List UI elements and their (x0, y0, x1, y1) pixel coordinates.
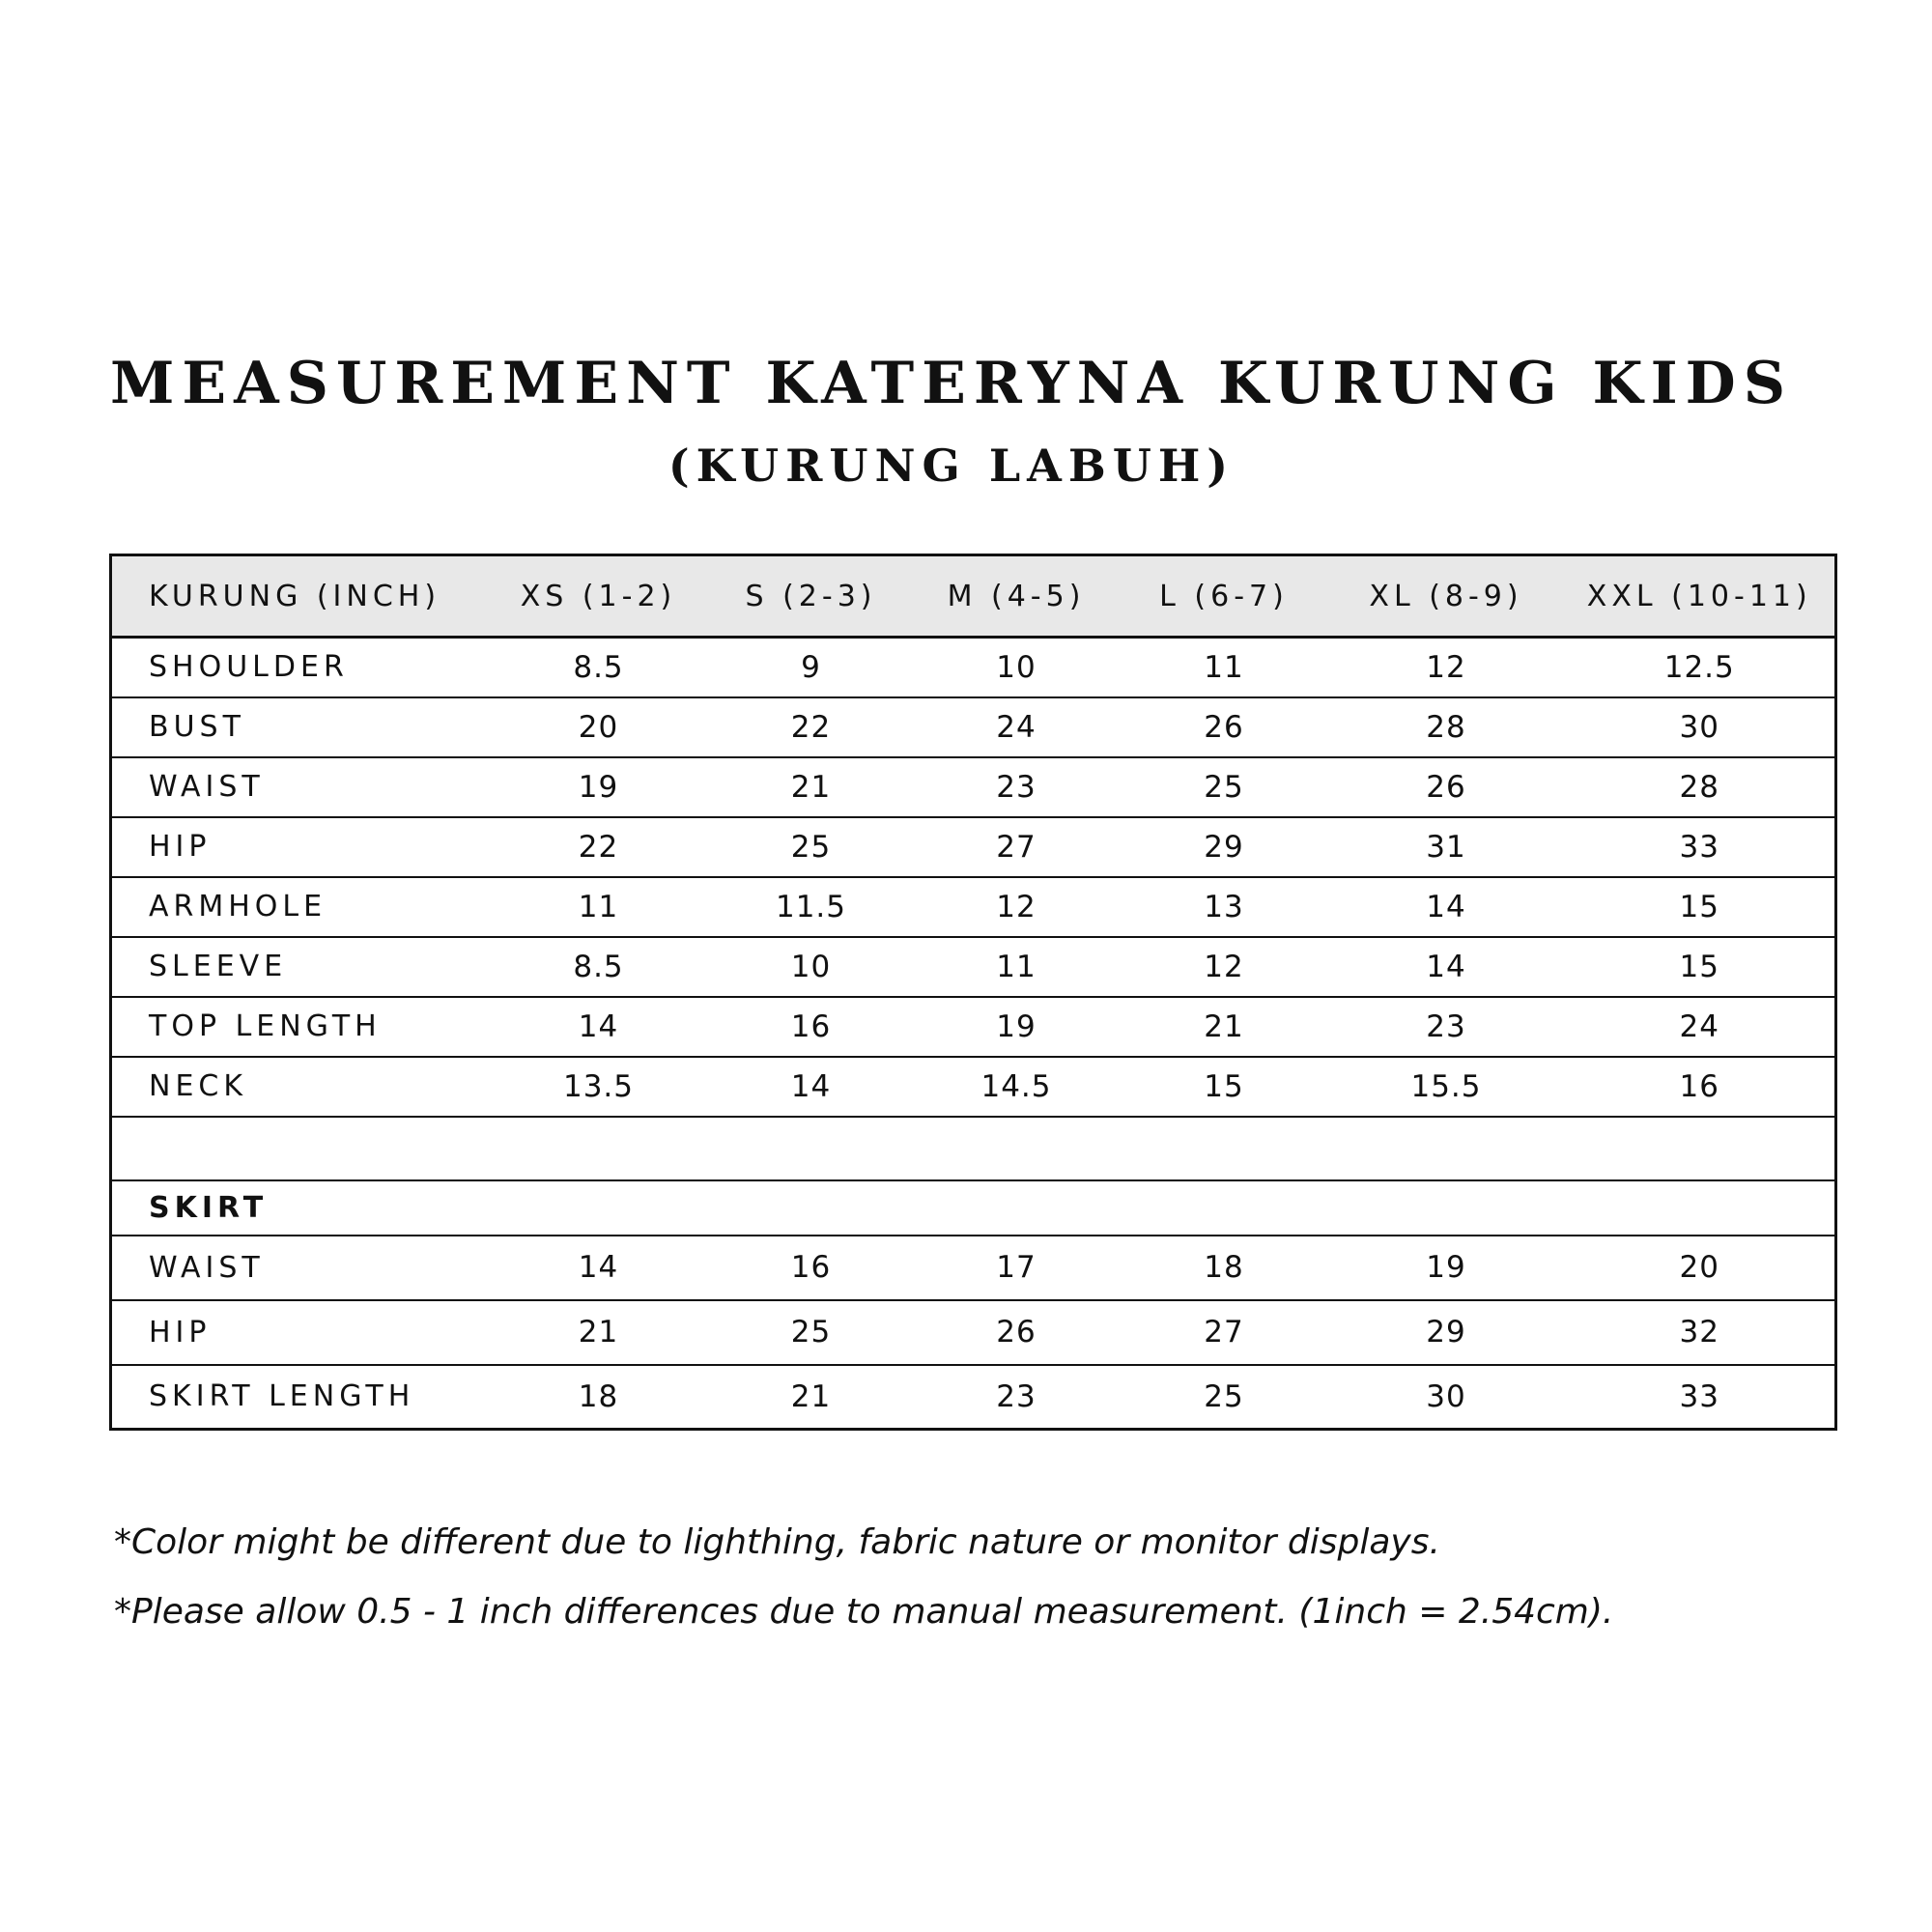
table-cell: 19 (913, 997, 1121, 1057)
table-cell: 18 (1121, 1236, 1328, 1300)
page-subtitle: (KURUNG LABUH) (668, 440, 1236, 492)
table-cell: 17 (913, 1236, 1121, 1300)
table-cell: 27 (913, 817, 1121, 877)
table-row (111, 697, 1836, 757)
table-cell: 25 (710, 1300, 913, 1365)
table-cell: 29 (1328, 1300, 1565, 1365)
row-label: WAIST (111, 757, 488, 817)
header-cell: M (4-5) (913, 555, 1121, 638)
table-cell: 15 (1565, 877, 1836, 937)
table-cell: 25 (1121, 1365, 1328, 1430)
table-cell: 20 (488, 697, 710, 757)
row-label: BUST (111, 697, 488, 757)
table-cell: 15.5 (1328, 1057, 1565, 1117)
table-row (111, 937, 1836, 997)
table-cell: 33 (1565, 1365, 1836, 1430)
table-cell: 15 (1121, 1057, 1328, 1117)
row-label: TOP LENGTH (111, 997, 488, 1057)
table-cell: 28 (1565, 757, 1836, 817)
row-label: NECK (111, 1057, 488, 1117)
note-measurement-disclaimer: *Please allow 0.5 - 1 inch differences due to manual measurement. (1inch = 2.54cm). (114, 1592, 1614, 1632)
size-chart-table (109, 554, 1837, 1431)
table-cell: 12.5 (1565, 638, 1836, 697)
table-cell: 22 (488, 817, 710, 877)
table-cell: 19 (488, 757, 710, 817)
table-cell: 22 (710, 697, 913, 757)
table-cell: 29 (1121, 817, 1328, 877)
table-cell: 14 (1328, 877, 1565, 937)
table-cell: 11 (488, 877, 710, 937)
table-row (111, 877, 1836, 937)
table-cell: 24 (1565, 997, 1836, 1057)
table-cell: 18 (488, 1365, 710, 1430)
header-cell: XXL (10-11) (1565, 555, 1836, 638)
table-row (111, 817, 1836, 877)
blank-cell (111, 1117, 1836, 1180)
table-cell: 27 (1121, 1300, 1328, 1365)
table-cell: 24 (913, 697, 1121, 757)
table-cell: 20 (1565, 1236, 1836, 1300)
row-label: SKIRT LENGTH (111, 1365, 488, 1430)
table-cell: 25 (710, 817, 913, 877)
table-cell: 10 (913, 638, 1121, 697)
header-cell: XL (8-9) (1328, 555, 1565, 638)
table-cell: 21 (710, 1365, 913, 1430)
header-cell: XS (1-2) (488, 555, 710, 638)
table-cell: 25 (1121, 757, 1328, 817)
row-label: ARMHOLE (111, 877, 488, 937)
page-title: MEASUREMENT KATERYNA KURUNG KIDS (109, 350, 1794, 417)
note-color-disclaimer: *Color might be different due to lighthing, fabric nature or monitor displays. (114, 1522, 1440, 1562)
table-cell: 26 (1328, 757, 1565, 817)
table-cell: 13.5 (488, 1057, 710, 1117)
table-cell: 11 (1121, 638, 1328, 697)
table-cell: 28 (1328, 697, 1565, 757)
header-cell: S (2-3) (710, 555, 913, 638)
table-row (111, 1057, 1836, 1117)
row-label: WAIST (111, 1236, 488, 1300)
table-cell: 23 (913, 757, 1121, 817)
table-cell: 31 (1328, 817, 1565, 877)
table-cell: 12 (1121, 937, 1328, 997)
table-cell: 16 (1565, 1057, 1836, 1117)
blank-row (111, 1117, 1836, 1180)
table-cell: 21 (710, 757, 913, 817)
table-cell: 32 (1565, 1300, 1836, 1365)
table-cell: 11 (913, 937, 1121, 997)
table-row (111, 1365, 1836, 1430)
table-cell: 23 (913, 1365, 1121, 1430)
table-cell: 23 (1328, 997, 1565, 1057)
table-cell: 30 (1565, 697, 1836, 757)
table-row (111, 638, 1836, 697)
table-cell: 11.5 (710, 877, 913, 937)
table-row (111, 1236, 1836, 1300)
table-cell: 26 (1121, 697, 1328, 757)
table-cell: 9 (710, 638, 913, 697)
table-cell: 14 (710, 1057, 913, 1117)
table-cell: 26 (913, 1300, 1121, 1365)
row-label: HIP (111, 817, 488, 877)
table-cell: 8.5 (488, 638, 710, 697)
table-cell: 14.5 (913, 1057, 1121, 1117)
table-cell: 16 (710, 1236, 913, 1300)
table-cell: 13 (1121, 877, 1328, 937)
row-label: SHOULDER (111, 638, 488, 697)
row-label: HIP (111, 1300, 488, 1365)
header-cell: L (6-7) (1121, 555, 1328, 638)
table-cell: 21 (1121, 997, 1328, 1057)
table-cell: 10 (710, 937, 913, 997)
table-cell: 12 (913, 877, 1121, 937)
table-cell: 16 (710, 997, 913, 1057)
table-cell: 14 (1328, 937, 1565, 997)
table-cell: 33 (1565, 817, 1836, 877)
table-cell: 19 (1328, 1236, 1565, 1300)
row-label: SLEEVE (111, 937, 488, 997)
table-header-row (111, 555, 1836, 638)
table-row (111, 1300, 1836, 1365)
table-row (111, 757, 1836, 817)
table-cell: 12 (1328, 638, 1565, 697)
table-row (111, 997, 1836, 1057)
table-cell: 8.5 (488, 937, 710, 997)
table-cell: 14 (488, 1236, 710, 1300)
table-cell: 14 (488, 997, 710, 1057)
table-cell: 15 (1565, 937, 1836, 997)
table-cell: 30 (1328, 1365, 1565, 1430)
header-cell: KURUNG (INCH) (111, 555, 488, 638)
section-label-skirt: SKIRT (111, 1180, 1836, 1236)
section-header-row (111, 1180, 1836, 1236)
table-cell: 21 (488, 1300, 710, 1365)
